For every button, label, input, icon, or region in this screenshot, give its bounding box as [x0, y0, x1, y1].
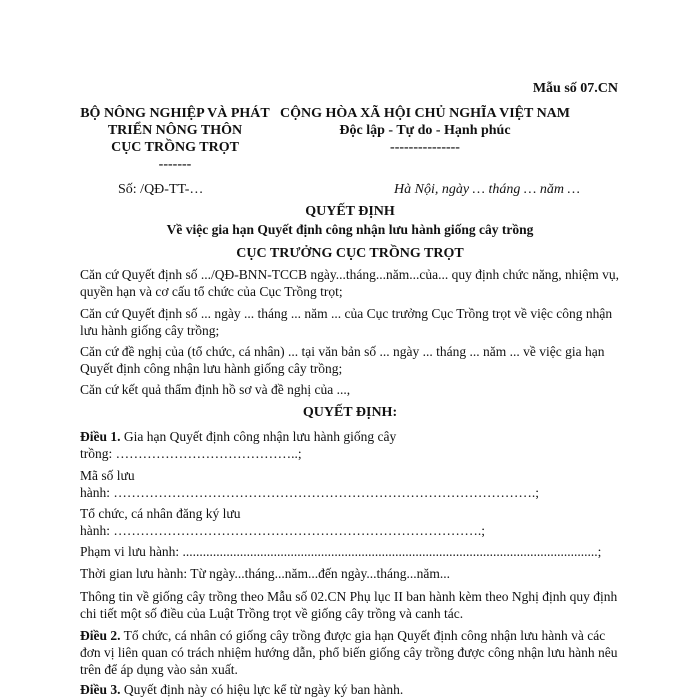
authority-title: CỤC TRƯỞNG CỤC TRỒNG TRỌT	[236, 246, 464, 261]
legal-basis-3: Căn cứ đề nghị của (tổ chức, cá nhân) ... tại văn bản số ... ngày ... tháng ... năm ... về việc gia hạn Quyết định công nhận lưu hành giống cây trồng;	[80, 344, 605, 376]
variety-info-paragraph: Thông tin về giống cây trồng theo Mẫu số 02.CN Phụ lục II ban hành kèm theo Nghị định quy định chi tiết một số điều của Luật Trồng trọt về giống cây trồng và canh tác.	[80, 589, 618, 621]
article-2-text: Tổ chức, cá nhân có giống cây trồng được gia hạn Quyết định công nhận lưu hành và các đơn vị liên quan có trách nhiệm hướng dẫn, phổ biến giống cây trồng được công nhận lưu hành nêu trên để áp dụng vào sản xuất.	[80, 628, 618, 677]
circulation-code-field	[80, 467, 625, 501]
issuing-agency-block	[80, 105, 270, 173]
decision-heading: QUYẾT ĐỊNH:	[302, 405, 398, 420]
article-3-label: Điều 3.	[80, 682, 121, 697]
agency-ministry-line2: TRIỂN NÔNG THÔN	[107, 123, 243, 138]
article-1-variety-field: trồng: …………………………………..;	[80, 446, 302, 461]
agency-ministry-line1: BỘ NÔNG NGHIỆP VÀ PHÁT	[80, 106, 270, 121]
agency-department: CỤC TRỒNG TRỌT	[111, 140, 239, 155]
article-1	[80, 428, 625, 462]
motto-rule: ---------------	[390, 140, 460, 155]
national-motto-block	[275, 105, 575, 156]
document-title: QUYẾT ĐỊNH	[305, 204, 395, 219]
article-2-label: Điều 2.	[80, 628, 121, 643]
circulation-code-dots: hành: ………………………………………………………………………………….;	[80, 485, 539, 500]
circulation-period-field: Thời gian lưu hành: Từ ngày...tháng...năm...đến ngày...tháng...năm...	[80, 566, 450, 581]
document-number: Số: /QĐ-TT-…	[118, 182, 204, 197]
registrant-label: Tổ chức, cá nhân đăng ký lưu	[80, 506, 241, 521]
circulation-code-label: Mã số lưu	[80, 468, 135, 483]
national-motto: Độc lập - Tự do - Hạnh phúc	[339, 123, 511, 138]
registrant-dots: hành: ……………………………………………………………………….;	[80, 523, 485, 538]
form-number: Mẫu số 07.CN	[532, 81, 618, 96]
place-and-date: Hà Nội, ngày … tháng … năm …	[394, 182, 580, 197]
article-1-label: Điều 1.	[80, 429, 121, 444]
country-name: CỘNG HÒA XÃ HỘI CHỦ NGHĨA VIỆT NAM	[279, 106, 570, 121]
article-1-text: Gia hạn Quyết định công nhận lưu hành giống cây	[120, 429, 397, 444]
article-2	[80, 627, 625, 678]
registrant-field	[80, 505, 625, 539]
agency-rule: -------	[158, 157, 192, 172]
circulation-scope-field: Phạm vi lưu hành: ...........................................................................................................................;	[80, 544, 602, 559]
document-subtitle: Về việc gia hạn Quyết định công nhận lưu hành giống cây trồng	[166, 222, 534, 237]
legal-basis-2: Căn cứ Quyết định số ... ngày ... tháng ... năm ... của Cục trưởng Cục Trồng trọt về việc công nhận lưu hành giống cây trồng;	[80, 306, 613, 338]
legal-basis-1: Căn cứ Quyết định số .../QĐ-BNN-TCCB ngày...tháng...năm...của... quy định chức năng, nhiệm vụ, quyền hạn và cơ cấu tổ chức của Cục Trồng trọt;	[80, 267, 620, 299]
legal-basis-4: Căn cứ kết quả thẩm định hồ sơ và đề nghị của ...,	[80, 382, 351, 397]
article-3-text: Quyết định này có hiệu lực kể từ ngày ký ban hành.	[120, 682, 404, 697]
article-3	[80, 681, 625, 698]
